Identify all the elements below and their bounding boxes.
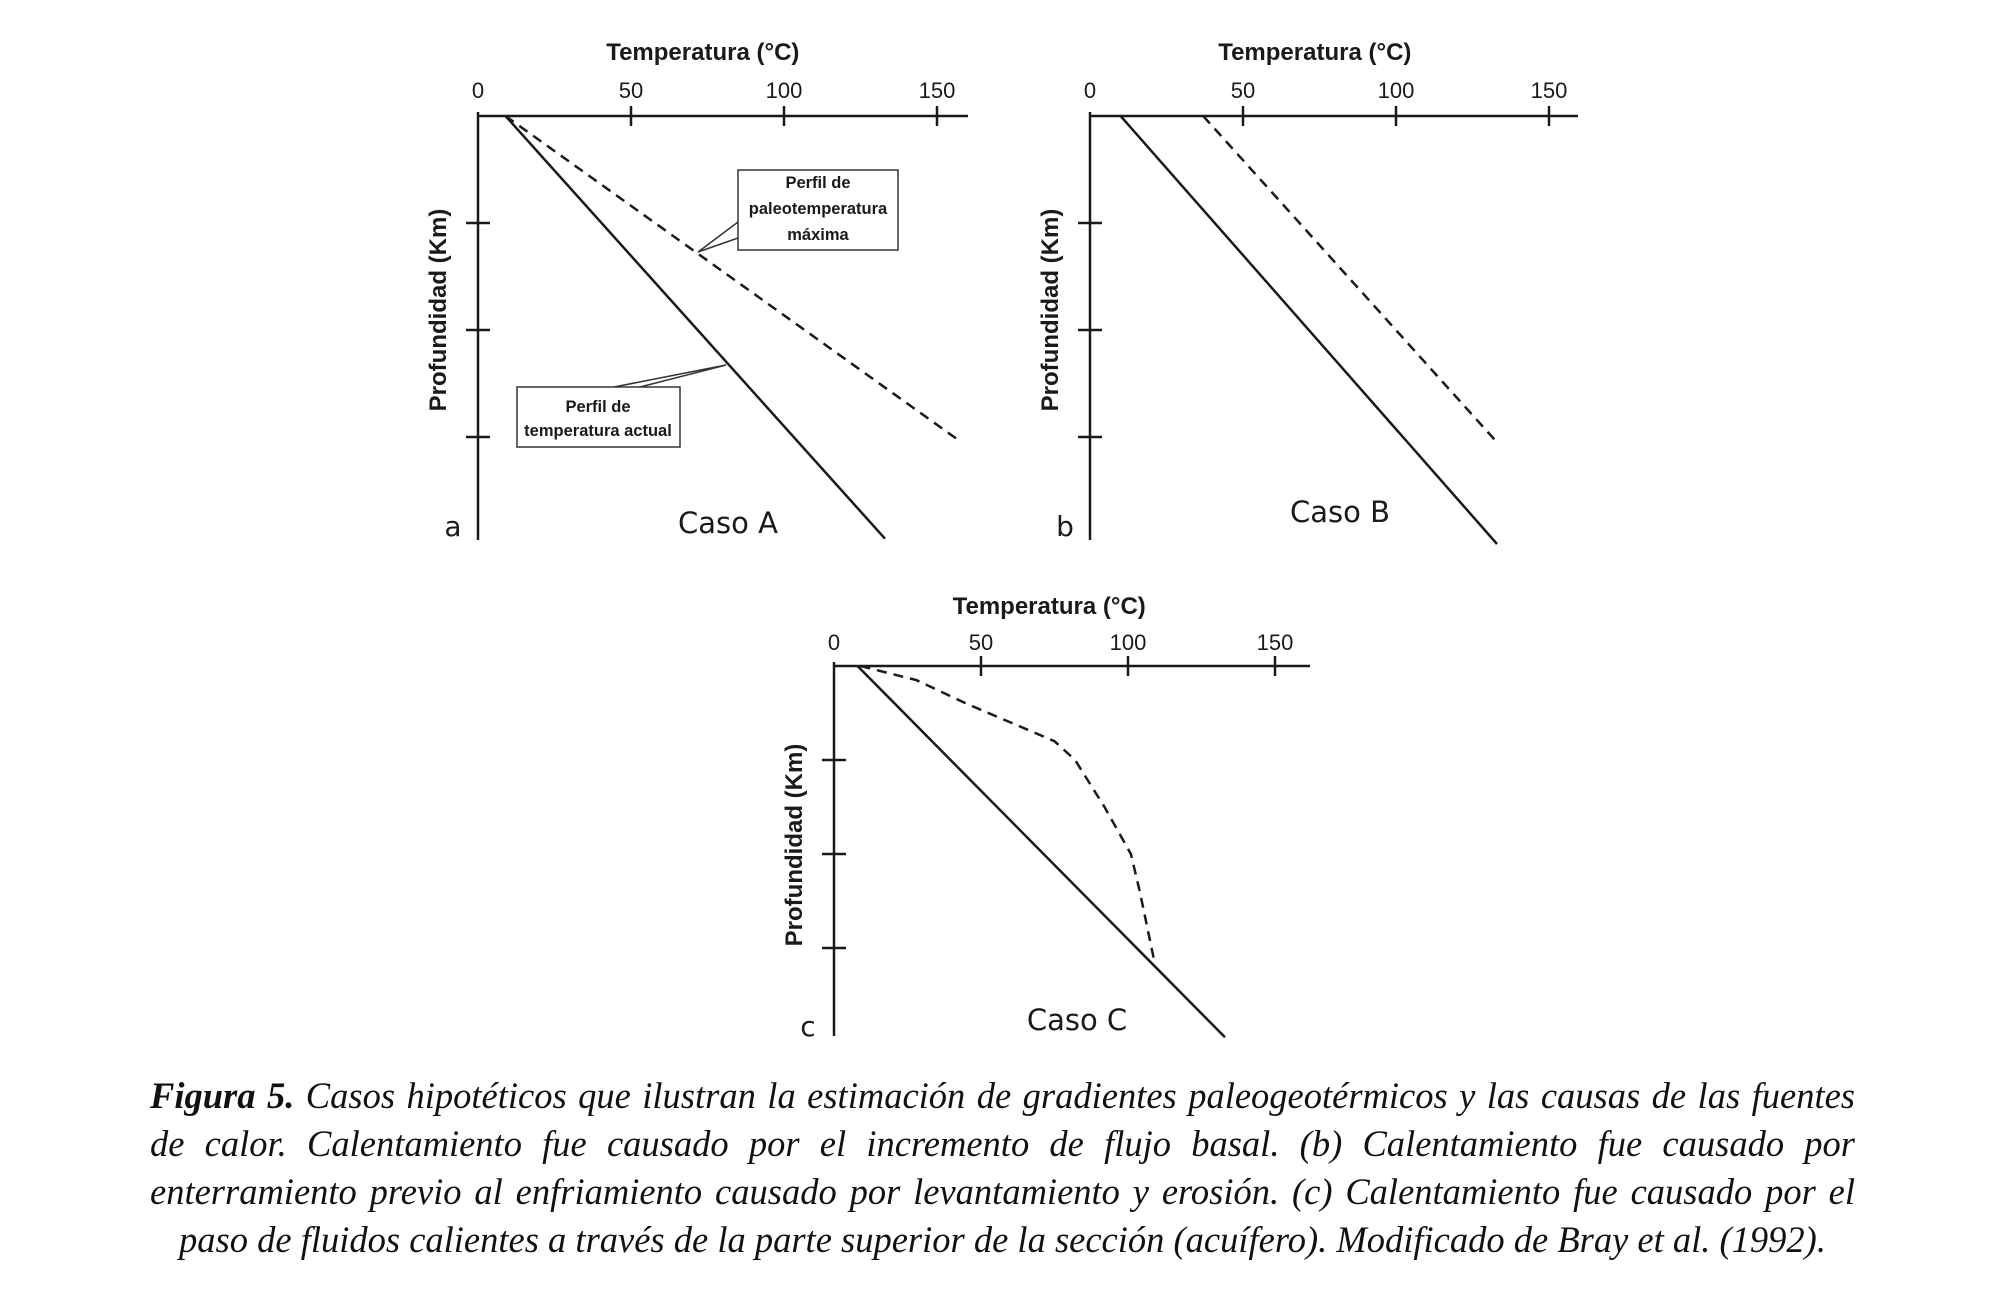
callout-text-line: paleotemperatura — [748, 200, 888, 218]
y-axis-title: Profundidad (Km) — [1037, 208, 1064, 412]
case-label: Caso B — [1290, 495, 1390, 529]
case-label: Caso A — [678, 506, 778, 540]
x-tick-label: 0 — [1083, 78, 1097, 103]
panel-letter: a — [444, 510, 462, 543]
callout-text-line: máxima — [787, 226, 849, 244]
callout-text-line: Perfil de — [785, 174, 851, 192]
dashed-profile-line — [861, 666, 1155, 962]
x-tick-label: 100 — [1377, 78, 1415, 103]
caption-label: Figura 5. — [150, 1075, 295, 1116]
callout-pointer — [698, 222, 738, 252]
x-tick-label: 100 — [1109, 630, 1147, 655]
callout-pointer — [614, 365, 726, 387]
solid-profile-line — [1121, 116, 1497, 544]
y-axis-title: Profundidad (Km) — [781, 743, 808, 947]
case-label: Caso C — [1026, 1003, 1128, 1037]
caption-text: Casos hipotéticos que ilustran la estimación de gradientes paleogeotérmicos y las causas de las fuentes de calor. Calentamiento fue causado por el incremento de flujo basal. (b) Calentamiento fue causado por enterramiento previo al enfriamiento causado por levantamiento y erosión. (c) Calentamiento fue causado por el paso de fluidos calientes a través de la parte superior de la sección (acuífero). Modificado de Bray et al. (1992). — [150, 1075, 1855, 1260]
y-axis-title: Profundidad (Km) — [425, 208, 452, 412]
figure-caption — [150, 1072, 1855, 1264]
x-tick-label: 50 — [618, 78, 644, 103]
x-tick-label: 150 — [1530, 78, 1568, 103]
x-axis-title: Temperatura (°C) — [1218, 39, 1412, 66]
x-tick-label: 150 — [1256, 630, 1294, 655]
callout-text-line: Perfil de — [565, 398, 631, 416]
x-tick-label: 150 — [918, 78, 956, 103]
x-tick-label: 50 — [968, 630, 994, 655]
solid-profile-line — [858, 666, 1226, 1037]
panel-letter: c — [800, 1010, 816, 1043]
x-tick-label: 100 — [765, 78, 803, 103]
x-axis-title: Temperatura (°C) — [952, 593, 1146, 620]
chart-panel-b — [1037, 39, 1578, 544]
chart-panel-a — [425, 39, 968, 543]
panel-letter: b — [1056, 510, 1074, 543]
x-tick-label: 0 — [471, 78, 485, 103]
x-axis-title: Temperatura (°C) — [606, 39, 800, 66]
chart-panel-c — [781, 593, 1310, 1043]
x-tick-label: 50 — [1230, 78, 1256, 103]
callout-text-line: temperatura actual — [524, 422, 672, 440]
dashed-profile-line — [1203, 116, 1497, 442]
x-tick-label: 0 — [827, 630, 841, 655]
